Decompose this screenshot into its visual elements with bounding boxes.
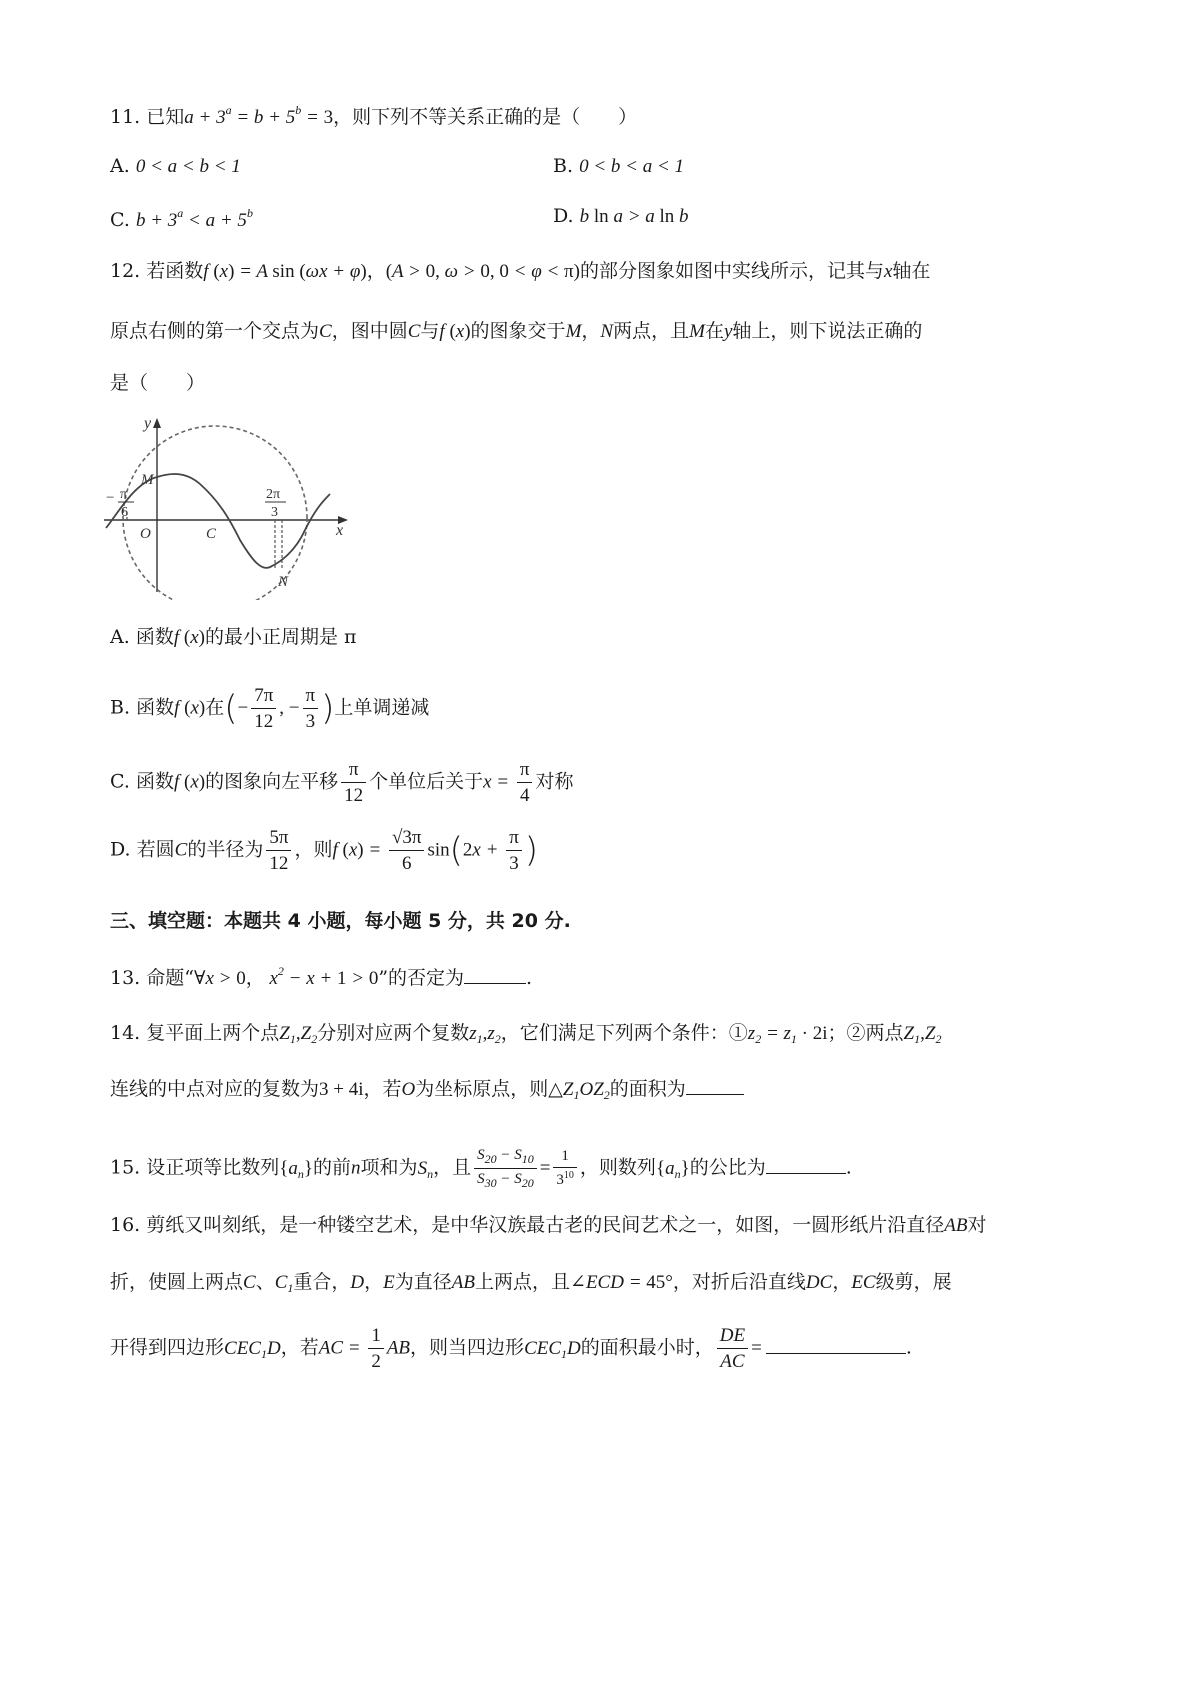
fraction: $\frac{1}{2}$ [368, 1326, 384, 1371]
question-text: 项和为 [360, 1156, 418, 1179]
question-text: ”的否定为 [378, 967, 465, 989]
axis-y-label: y [144, 415, 152, 432]
math-expression: f (x) [174, 697, 206, 719]
tick-left-num: π [120, 487, 128, 502]
fraction: $\frac{\pi}{12}$ [341, 760, 366, 805]
fraction: $\frac{7\pi}{12}$ [251, 686, 276, 731]
question-text: 的面积为 [609, 1078, 686, 1100]
fraction: $\frac{\pi}{3}$ [506, 828, 522, 873]
paren: ) [524, 830, 539, 871]
answer-blank[interactable] [766, 1169, 846, 1174]
question-text: 连线的中点对应的复数为 [110, 1078, 320, 1100]
math-expression: DC，EC [805, 1272, 876, 1293]
option-label: A. [110, 626, 130, 648]
question-text: ，则当四边形 [410, 1336, 525, 1359]
math-expression: ∀x > 0， $x^2 - x + 1 > 0$ [193, 964, 379, 989]
option-12a[interactable] [110, 628, 356, 647]
fraction: $\frac{1}{3^{10}}$ [553, 1149, 577, 1188]
math-expression: $z_2 = z_1 \cdot 2i$ [747, 1023, 828, 1046]
question-text: . [905, 1336, 912, 1359]
y-axis-arrow-icon [153, 418, 161, 428]
option-text: 函数 [135, 626, 174, 648]
option-text: 个单位后关于 [369, 770, 484, 793]
math-expression: f (x) = A sin (ωx + φ) [203, 261, 367, 282]
math-expression: 3 + 4i [319, 1079, 364, 1100]
question-number: 16. [110, 1214, 141, 1236]
option-11d[interactable] [553, 207, 689, 226]
math-expression: f (x) [439, 321, 471, 342]
question-text: 两点，且 [613, 320, 690, 342]
option-11b[interactable] [553, 157, 684, 176]
option-12b[interactable]: B. 函数f (x)在(− $\frac{7\pi}{12}$ , − $\frac{\pi}{3}$ )上单调递减 [110, 685, 430, 732]
question-text: ，若 [280, 1336, 319, 1359]
sine-circle-figure [100, 410, 360, 600]
math-var: AB [386, 1337, 411, 1359]
section-3-heading: 三、填空题：本题共 4 小题，每小题 5 分，共 20 分. [110, 910, 571, 932]
paren: ( [224, 688, 238, 729]
option-text: 函数 [135, 770, 174, 793]
question-text: 原点右侧的第一个交点为 [110, 320, 320, 342]
math-var: AB [944, 1215, 968, 1236]
question-text: 对 [967, 1214, 987, 1236]
question-text: . [845, 1156, 852, 1179]
question-number: 15. [110, 1156, 141, 1179]
tick-left-den: 6 [121, 505, 128, 520]
math-expression: f (x) = [332, 839, 386, 861]
math-expression: $\{a_n\}$ [279, 1157, 314, 1181]
option-text: ，则 [294, 838, 333, 861]
math-expression: $CEC_1D$ [524, 1337, 581, 1361]
question-text: 的前 [313, 1156, 352, 1179]
question-text: ，且 [433, 1156, 472, 1179]
paren: ( [449, 830, 463, 871]
fraction: $\frac{5\pi}{12}$ [266, 828, 291, 873]
option-text: 上单调递减 [334, 696, 430, 719]
option-label: D. [553, 205, 574, 227]
fraction: $\frac{DE}{AC}$ [717, 1326, 748, 1371]
question-text: 剪纸又叫刻纸，是一种镂空艺术，是中华汉族最古老的民间艺术之一，如图，一圆形纸片沿直径 [146, 1214, 945, 1236]
question-text: 的部分图象如图中实线所示，记其与 [579, 260, 884, 282]
question-text: 级剪，展 [875, 1271, 952, 1293]
math-var: n [351, 1157, 361, 1179]
math-var: N [600, 321, 614, 342]
fraction: $\frac{S_{20} - S_{10}}{S_{30} - S_{20}}$ [474, 1148, 537, 1189]
math-expression: $Z_1,Z_2$ [279, 1023, 318, 1046]
question-number: 11. [110, 106, 141, 128]
question-text: ，若 [363, 1078, 402, 1100]
math-expression: x = [483, 771, 514, 793]
question-text: 重合， [293, 1271, 351, 1293]
math-expression: AC = [318, 1337, 366, 1359]
math-expression: $CEC_1D$ [224, 1337, 281, 1361]
question-text: 为直径 [394, 1271, 452, 1293]
answer-blank[interactable] [464, 979, 526, 984]
question-text: 在 [704, 320, 724, 342]
math-expression: $\{a_n\}$ [655, 1157, 690, 1181]
question-text: ，它们满足下列两个条件：① [500, 1022, 748, 1044]
question-12-line2: 原点右侧的第一个交点为C，图中圆C与f (x)的图象交于M，N两点，且M在y轴上，则下说法正确的 [110, 320, 923, 342]
option-text: b ln a > a ln b [579, 206, 689, 227]
question-text: 轴上，则下说法正确的 [732, 320, 923, 342]
question-12-line1 [110, 262, 930, 281]
option-text: 若圆 [136, 838, 175, 861]
question-text: ，则数列 [579, 1156, 656, 1179]
math-var: M [565, 321, 582, 342]
math-var: M [689, 321, 705, 342]
question-text: 复平面上两个点 [146, 1022, 280, 1044]
tick-left-minus: − [106, 490, 115, 506]
math-expression: f (x) [173, 771, 206, 793]
point-m-label: M [141, 472, 154, 488]
question-11 [110, 104, 637, 127]
math-var: O [401, 1079, 416, 1100]
math-var: AB [451, 1272, 476, 1293]
option-text: 0 < b < a < 1 [579, 156, 685, 177]
option-label: C. [110, 209, 130, 231]
question-text: 上两点，且 [475, 1271, 571, 1293]
paren: ) [321, 688, 335, 729]
option-text: 的图象向左平移 [205, 770, 339, 793]
math-expression: C、$C_1$ [243, 1272, 294, 1295]
question-14-line1 [110, 1024, 941, 1045]
option-text: 函数 [136, 696, 175, 719]
point-o-label: O [140, 526, 151, 542]
answer-blank[interactable] [686, 1090, 744, 1095]
option-11c[interactable] [110, 207, 253, 230]
tick-right-den: 3 [271, 505, 278, 520]
math-var: C [407, 321, 421, 342]
point-c-label: C [206, 526, 217, 542]
math-expression: (A > 0, ω > 0, 0 < φ < π) [385, 261, 580, 282]
question-text: ，对折后沿直线 [672, 1271, 806, 1293]
question-text: 命题“ [146, 967, 194, 989]
question-16-line1 [110, 1216, 987, 1235]
option-12c[interactable] [110, 760, 574, 805]
option-text: 0 < a < b < 1 [135, 156, 241, 177]
option-label: D. [110, 838, 131, 861]
math-expression: $\triangle Z_1OZ_2$ [548, 1079, 610, 1102]
answer-blank[interactable] [766, 1349, 906, 1354]
math-expression: f (x) [173, 627, 205, 648]
math-var: C [174, 839, 188, 861]
math-expression: ∠ECD = 45° [570, 1272, 673, 1293]
question-number: 13. [110, 967, 141, 989]
question-text: . [526, 967, 533, 989]
fraction: $\frac{\pi}{4}$ [517, 760, 533, 805]
sine-curve [106, 474, 330, 568]
fraction: $\frac{\pi}{3}$ [303, 686, 319, 731]
question-text: 开得到四边形 [110, 1336, 225, 1359]
question-text: 的公比为 [689, 1156, 766, 1179]
math-var: y [723, 321, 733, 342]
option-label: A. [110, 155, 130, 177]
question-number: 12. [110, 260, 141, 282]
option-11a[interactable] [110, 157, 241, 176]
question-text: 已知 [146, 106, 185, 128]
question-text: 为坐标原点，则 [415, 1078, 549, 1100]
question-14-line2 [110, 1080, 744, 1101]
math-expression: $S_n$ [417, 1157, 434, 1181]
option-text: $b + 3^a < a + 5^b$ [135, 206, 253, 231]
fraction: $\frac{√3\pi}{6}$ [389, 828, 425, 873]
math-var: x [883, 261, 893, 282]
tick-right-num: 2π [266, 487, 281, 502]
question-16-line3: 开得到四边形$CEC_1D$，若AC = $\frac{1}{2}$ AB，则当四边形$CEC_1D$的面积最小时， $\frac{DE}{AC}$ = . [110, 1325, 912, 1372]
question-text: ；②两点 [827, 1022, 904, 1044]
option-label: B. [553, 155, 574, 177]
math-expression: $z_1,z_2$ [469, 1023, 501, 1046]
axis-x-label: x [336, 522, 344, 539]
question-12-line3: 是（ ） [110, 372, 206, 394]
math-expression: D，E [350, 1272, 395, 1293]
math-expression: sin [427, 839, 450, 861]
point-n-label: N [278, 574, 289, 590]
question-text: 折，使圆上两点 [110, 1271, 244, 1293]
question-text: ， [366, 260, 386, 282]
option-label: B. [110, 696, 131, 719]
option-12d[interactable] [110, 828, 538, 873]
question-number: 14. [110, 1022, 141, 1044]
option-label: C. [110, 770, 130, 793]
option-text: 对称 [535, 770, 574, 793]
question-text: 若函数 [146, 260, 204, 282]
question-text: 轴在 [892, 260, 931, 282]
question-15: 15. 设正项等比数列$\{a_n\}$的前n项和为$S_n$，且 $\frac{S_{20} - S_{10}}{S_{30} - S_{20}}$ = $\frac{1}{3^{10}}$ ，则数列$\{a_n\}$的公比为 . [110, 1147, 852, 1190]
question-text: 分别对应两个复数 [317, 1022, 470, 1044]
question-text: 的图象交于 [470, 320, 566, 342]
question-text: ，图中圆 [331, 320, 408, 342]
question-text: 设正项等比数列 [146, 1156, 280, 1179]
math-var: C [319, 321, 332, 342]
math-expression: $Z_1,Z_2$ [903, 1023, 942, 1046]
option-text: 的半径为 [187, 838, 264, 861]
question-text: 与 [420, 320, 440, 342]
question-13 [110, 965, 532, 988]
math-expression: $a + 3^a = b + 5^b = 3$ [184, 103, 334, 128]
option-text: 的最小正周期是 π [204, 626, 357, 648]
question-16-line2 [110, 1273, 952, 1294]
option-text: 在 [205, 696, 225, 719]
math-expression: 2x + [462, 839, 504, 861]
question-text: 的面积最小时， [580, 1336, 714, 1359]
question-text: ，则下列不等关系正确的是（ ） [333, 106, 638, 128]
